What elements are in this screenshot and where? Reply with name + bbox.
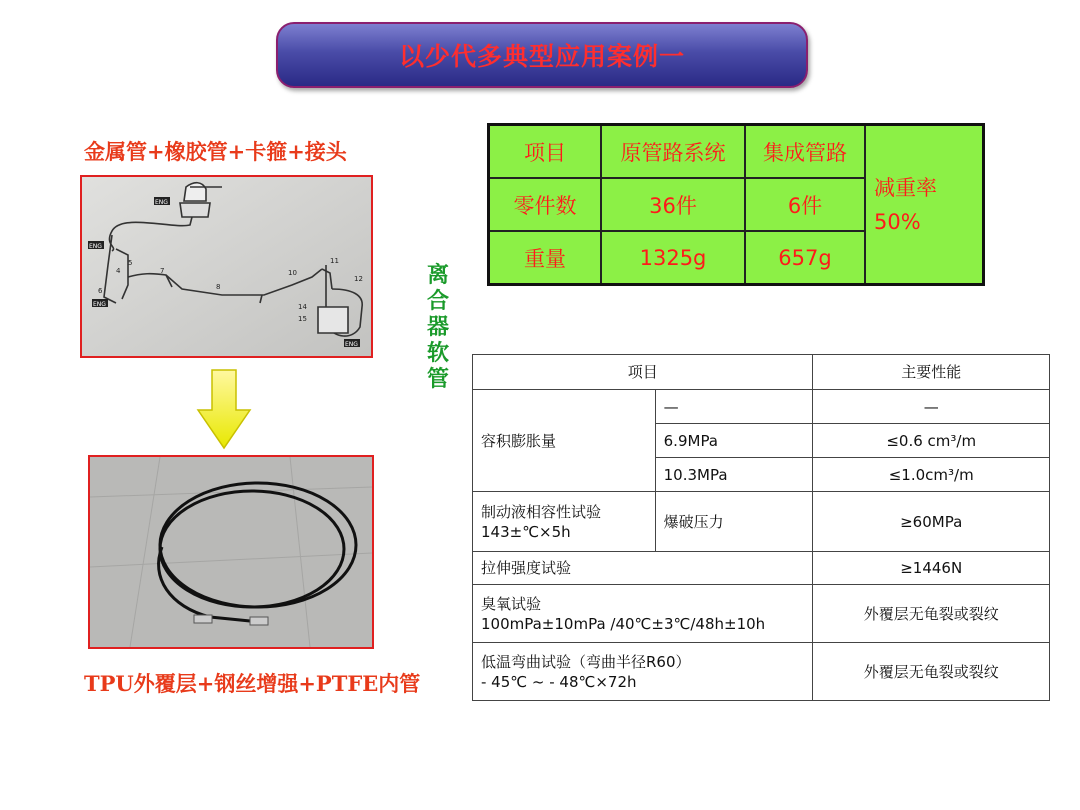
table-cell: 36件: [601, 178, 745, 231]
title-banner: [276, 22, 808, 88]
table-cell: [473, 643, 813, 701]
table-cell: 657g: [745, 231, 865, 285]
diagram-label: 4: [116, 267, 121, 275]
table-cell: —: [813, 390, 1050, 424]
table-cell: 1325g: [601, 231, 745, 285]
table-row: [489, 125, 984, 179]
cell-line: - 45℃ ~ - 48℃×72h: [481, 672, 637, 691]
vertical-label-char: 管: [426, 366, 449, 392]
page-title: 以少代多典型应用案例一: [398, 42, 685, 71]
diagram-box-label: ENG: [93, 301, 106, 308]
table-row: [473, 492, 1050, 552]
integrated-hose-photo: [88, 455, 374, 649]
table-cell: —: [655, 390, 813, 424]
cell-line: 制动液相容性试验: [481, 502, 602, 521]
table-row: [473, 643, 1050, 701]
table-cell: 10.3MPa: [655, 458, 813, 492]
table-cell: 爆破压力: [655, 492, 813, 552]
table-row: [473, 552, 1050, 585]
diagram-label: 14: [298, 303, 307, 311]
performance-spec-table: [472, 354, 1050, 701]
table-cell: ≤0.6 cm³/m: [813, 424, 1050, 458]
cell-line: 143±℃×5h: [481, 522, 571, 541]
pipe-routing-diagram-photo: [80, 175, 373, 358]
table-cell: 重量: [489, 231, 602, 285]
table-cell: [473, 492, 656, 552]
diagram-box-label: ENG: [345, 341, 358, 348]
table-header-cell: 主要性能: [813, 355, 1050, 390]
diagram-label: 5: [128, 259, 133, 267]
table-cell: 外覆层无龟裂或裂纹: [813, 643, 1050, 701]
table-header-cell: 项目: [473, 355, 813, 390]
cell-line: 臭氧试验: [481, 594, 542, 613]
diagram-label: 8: [216, 283, 221, 291]
table-row: [473, 355, 1050, 390]
pipe-routing-diagram: [82, 177, 371, 356]
diagram-label: 11: [330, 257, 339, 265]
down-arrow-icon: [196, 368, 252, 450]
table-cell: 零件数: [489, 178, 602, 231]
reduction-value: 50%: [874, 209, 921, 234]
table-cell: 拉伸强度试验: [473, 552, 813, 585]
vertical-label-char: 软: [426, 340, 449, 366]
table-cell: ≤1.0cm³/m: [813, 458, 1050, 492]
table-header-cell: 项目: [489, 125, 602, 179]
cell-line: 低温弯曲试验（弯曲半径R60）: [481, 652, 691, 671]
table-cell: ≥1446N: [813, 552, 1050, 585]
diagram-label: 7: [160, 267, 165, 275]
diagram-label: 12: [354, 275, 363, 283]
vertical-label-char: 合: [426, 288, 449, 314]
vertical-label-char: 离: [426, 262, 449, 288]
table-cell: 6件: [745, 178, 865, 231]
vertical-label-clutch-hose: [424, 262, 452, 392]
reduction-label: 减重率: [874, 175, 937, 200]
table-cell: ≥60MPa: [813, 492, 1050, 552]
cell-line: 100mPa±10mPa /40℃±3℃/48h±10h: [481, 614, 766, 633]
table-cell: 容积膨胀量: [473, 390, 656, 492]
diagram-label: 6: [98, 287, 103, 295]
table-row: [473, 390, 1050, 424]
table-header-cell: 原管路系统: [601, 125, 745, 179]
coiled-hose-image: [90, 457, 372, 647]
vertical-label-char: 器: [426, 314, 449, 340]
table-cell: [473, 585, 813, 643]
comparison-table: [487, 123, 985, 286]
caption-original-assembly: 金属管+橡胶管+卡箍+接头: [84, 139, 347, 164]
reduction-rate-cell: [865, 125, 984, 285]
caption-integrated-hose: TPU外覆层+钢丝增强+PTFE内管: [84, 671, 421, 696]
table-row: [473, 585, 1050, 643]
diagram-box-label: ENG: [155, 199, 168, 206]
table-header-cell: 集成管路: [745, 125, 865, 179]
diagram-label: 15: [298, 315, 307, 323]
table-cell: 6.9MPa: [655, 424, 813, 458]
table-cell: 外覆层无龟裂或裂纹: [813, 585, 1050, 643]
diagram-label: 10: [288, 269, 297, 277]
diagram-box-label: ENG: [89, 243, 102, 250]
